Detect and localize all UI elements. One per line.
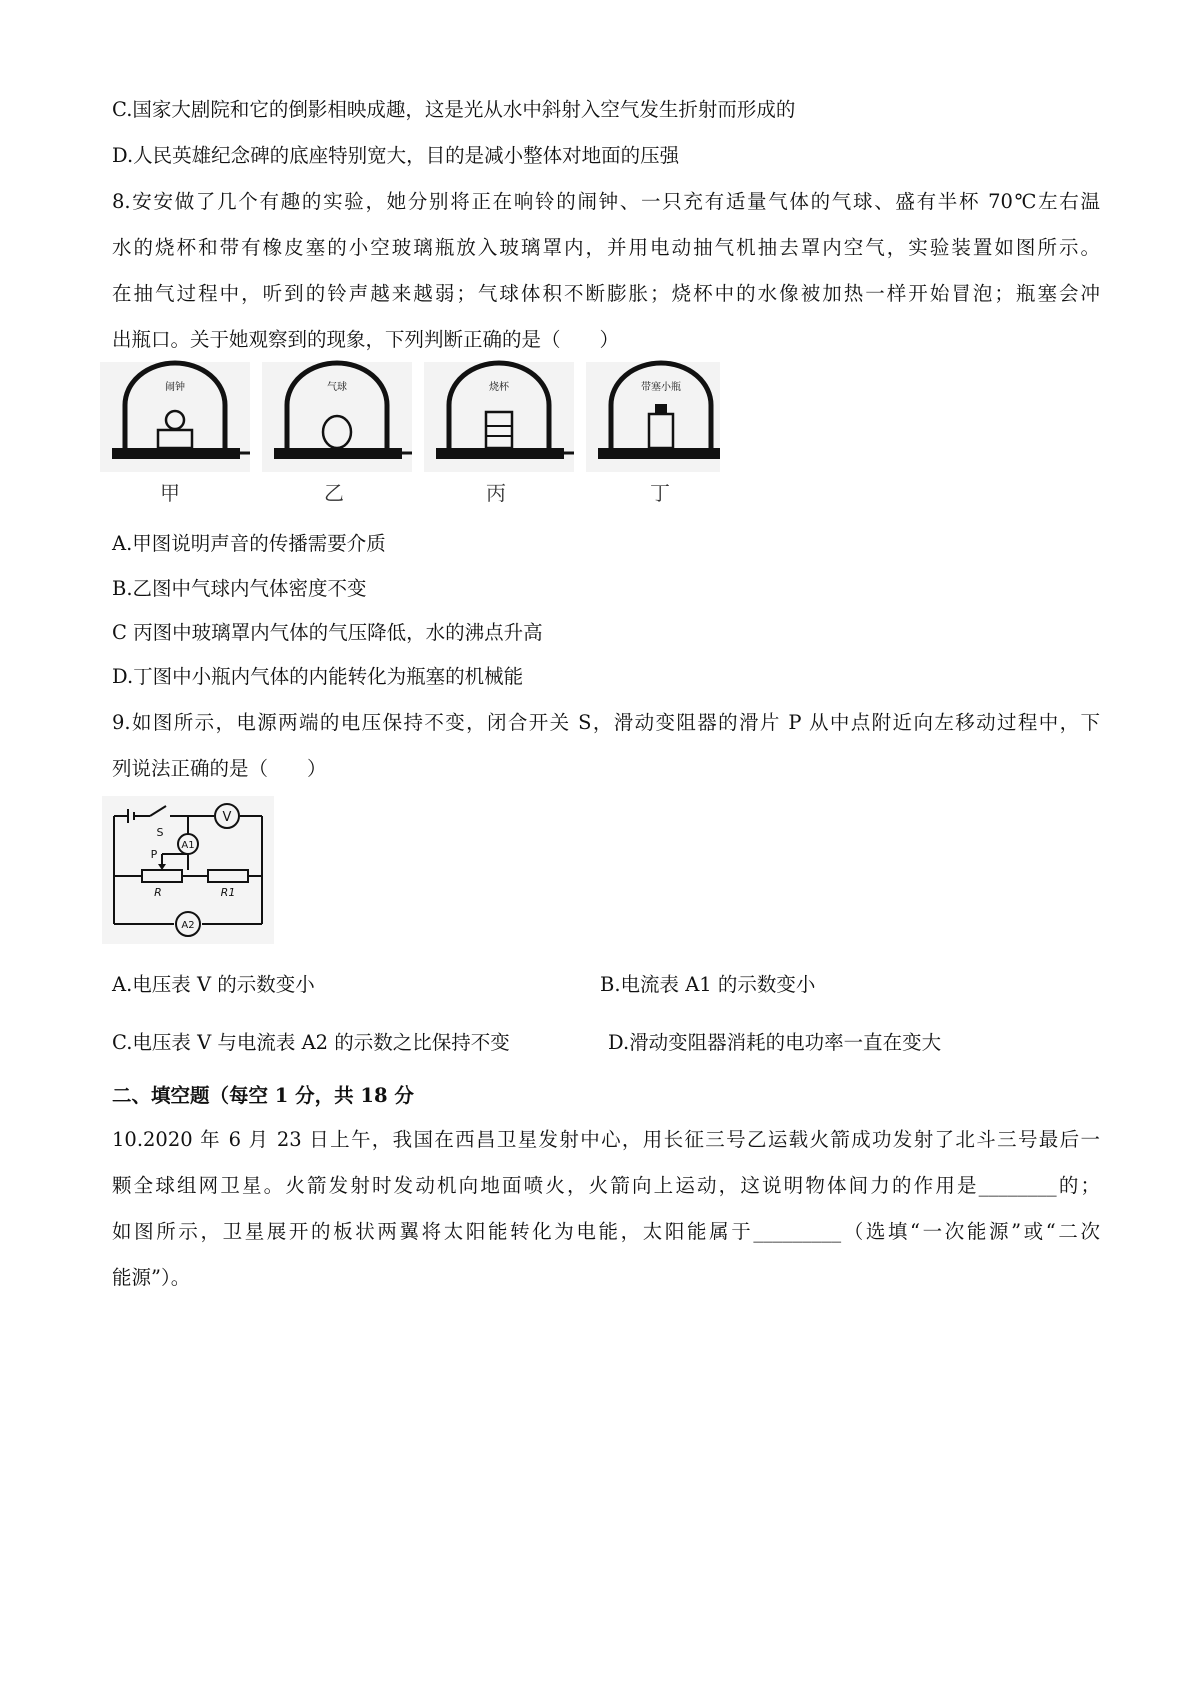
fig-ding-inner-label: 带塞小瓶 <box>641 382 681 393</box>
q9-stem-line-1: 9.如图所示，电源两端的电压保持不变，闭合开关 S，滑动变阻器的滑片 P 从中点附近向左移动过程中，下 <box>112 711 1100 734</box>
fig-bing-caption: 丙 <box>486 481 506 505</box>
circuit-slider-label: P <box>150 848 158 861</box>
q8-stem-line-3: 在抽气过程中，听到的铃声越来越弱；气球体积不断膨胀；烧杯中的水像被加热一样开始冒泡；瓶塞会冲 <box>112 282 1100 305</box>
q10-line-2: 颗全球组网卫星。火箭发射时发动机向地面喷火，火箭向上运动，这说明物体间力的作用是________的； <box>112 1174 1100 1197</box>
fig-jia-inner-label: 闹钟 <box>165 382 185 393</box>
bell-jar-figure-jia <box>100 362 250 505</box>
q10-line-4: 能源”）。 <box>112 1266 191 1289</box>
q9-circuit-diagram <box>102 796 274 944</box>
circuit-rheostat-label: R <box>154 886 162 899</box>
q8-option-b: B.乙图中气球内气体密度不变 <box>112 577 367 600</box>
bell-jar-figure-bing <box>424 362 574 505</box>
circuit-voltmeter-label: V <box>222 810 232 825</box>
q8-option-d: D.丁图中小瓶内气体的内能转化为瓶塞的机械能 <box>112 665 524 688</box>
q9-stem-line-2: 列说法正确的是（ ） <box>112 757 327 780</box>
q9-option-b: B.电流表 A1 的示数变小 <box>600 973 816 996</box>
fig-jia-caption: 甲 <box>160 481 180 505</box>
circuit-switch-label: S <box>156 826 164 839</box>
q8-figures <box>100 360 720 510</box>
circuit-ammeter1-label: A1 <box>181 840 195 851</box>
q8-stem-line-1: 8.安安做了几个有趣的实验，她分别将正在响铃的闹钟、一只充有适量气体的气球、盛有半杯 70℃左右温 <box>112 190 1100 213</box>
circuit-resistor-label: R1 <box>220 886 236 899</box>
fig-ding-caption: 丁 <box>650 481 670 505</box>
q9-option-c: C.电压表 V 与电流表 A2 的示数之比保持不变 <box>112 1031 510 1054</box>
q9-option-d: D.滑动变阻器消耗的电功率一直在变大 <box>608 1031 942 1054</box>
fig-bing-inner-label: 烧杯 <box>489 382 509 393</box>
fig-yi-caption: 乙 <box>324 481 344 505</box>
q7-option-d: D.人民英雄纪念碑的底座特别宽大，目的是减小整体对地面的压强 <box>112 144 680 167</box>
q9-option-a: A.电压表 V 的示数变小 <box>112 973 315 996</box>
q10-line-3: 如图所示，卫星展开的板状两翼将太阳能转化为电能，太阳能属于_________（选填“一次能源”或“二次 <box>112 1220 1100 1243</box>
fig-yi-inner-label: 气球 <box>327 382 347 393</box>
bell-jar-figure-ding <box>586 362 720 505</box>
q10-line-1: 10.2020 年 6 月 23 日上午，我国在西昌卫星发射中心，用长征三号乙运载火箭成功发射了北斗三号最后一 <box>112 1128 1100 1151</box>
q7-option-c: C.国家大剧院和它的倒影相映成趣，这是光从水中斜射入空气发生折射而形成的 <box>112 98 796 121</box>
q8-option-c: C 丙图中玻璃罩内气体的气压降低，水的沸点升高 <box>112 621 543 644</box>
section-2-title: 二、填空题（每空 1 分，共 18 分 <box>112 1084 414 1107</box>
q8-stem-line-4: 出瓶口。关于她观察到的现象，下列判断正确的是（ ） <box>112 328 620 351</box>
circuit-ammeter2-label: A2 <box>181 920 195 931</box>
q8-option-a: A.甲图说明声音的传播需要介质 <box>112 532 386 555</box>
q8-stem-line-2: 水的烧杯和带有橡皮塞的小空玻璃瓶放入玻璃罩内，并用电动抽气机抽去罩内空气，实验装置如图所示。 <box>112 236 1100 259</box>
bell-jar-figure-yi <box>262 362 412 505</box>
